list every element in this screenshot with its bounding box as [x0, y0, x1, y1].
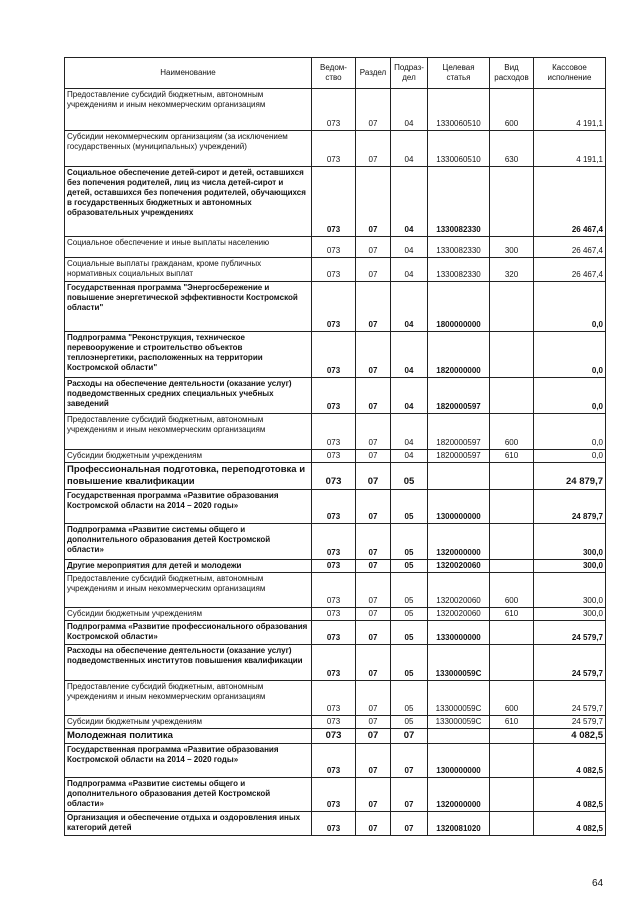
cell-dept: 073: [312, 645, 356, 681]
cell-exec: 4 082,5: [534, 811, 606, 835]
cell-section: 07: [356, 729, 391, 744]
cell-subsection: 04: [391, 167, 428, 237]
cell-type: [490, 560, 534, 573]
cell-target: 1820000597: [428, 450, 490, 463]
cell-subsection: 04: [391, 450, 428, 463]
cell-type: [490, 743, 534, 777]
cell-name: Предоставление субсидий бюджетным, автономным учреждениям и иным некоммерческим организациям: [65, 573, 312, 608]
cell-dept: 073: [312, 777, 356, 811]
table-row: [65, 681, 606, 716]
cell-target: 1330082330: [428, 258, 490, 282]
cell-name: Субсидии некоммерческим организациям (за исключением государственных (муниципальных) учреждений): [65, 131, 312, 167]
cell-name: Подпрограмма «Развитие профессионального образования Костромской области»: [65, 621, 312, 645]
cell-dept: 073: [312, 729, 356, 744]
cell-dept: 073: [312, 450, 356, 463]
table-row: [65, 777, 606, 811]
cell-type: 610: [490, 716, 534, 729]
cell-target: 1330060510: [428, 131, 490, 167]
cell-type: [490, 463, 534, 490]
cell-section: 07: [356, 463, 391, 490]
cell-type: [490, 524, 534, 560]
cell-subsection: 07: [391, 729, 428, 744]
cell-subsection: 04: [391, 378, 428, 414]
cell-type: 600: [490, 573, 534, 608]
cell-exec: 0,0: [534, 378, 606, 414]
cell-type: [490, 282, 534, 332]
table-row: [65, 131, 606, 167]
cell-name: Предоставление субсидий бюджетным, автономным учреждениям и иным некоммерческим организациям: [65, 89, 312, 131]
table-row: [65, 237, 606, 258]
cell-section: 07: [356, 777, 391, 811]
cell-name: Профессиональная подготовка, переподготовка и повышение квалификации: [65, 463, 312, 490]
table-row: [65, 743, 606, 777]
cell-target: 1320020060: [428, 573, 490, 608]
cell-section: 07: [356, 450, 391, 463]
cell-target: 1330060510: [428, 89, 490, 131]
table-row: [65, 811, 606, 835]
col-header-subsection: Подраз-дел: [391, 58, 428, 89]
cell-section: 07: [356, 573, 391, 608]
cell-target: 1820000597: [428, 414, 490, 450]
cell-exec: 24 579,7: [534, 621, 606, 645]
table-row: [65, 608, 606, 621]
cell-target: 1320000000: [428, 524, 490, 560]
cell-name: Социальное обеспечение и иные выплаты населению: [65, 237, 312, 258]
cell-exec: 300,0: [534, 524, 606, 560]
cell-subsection: 04: [391, 414, 428, 450]
cell-exec: 4 191,1: [534, 131, 606, 167]
cell-dept: 073: [312, 681, 356, 716]
cell-section: 07: [356, 811, 391, 835]
cell-type: 600: [490, 414, 534, 450]
cell-section: 07: [356, 621, 391, 645]
cell-name: Расходы на обеспечение деятельности (оказание услуг) подведомственных средних специальных учебных заведений: [65, 378, 312, 414]
cell-dept: 073: [312, 131, 356, 167]
cell-dept: 073: [312, 524, 356, 560]
cell-target: 1820000000: [428, 332, 490, 378]
cell-type: [490, 645, 534, 681]
cell-section: 07: [356, 490, 391, 524]
cell-type: [490, 729, 534, 744]
cell-target: 1320020060: [428, 560, 490, 573]
table-body: [65, 89, 606, 836]
cell-target: 133000059C: [428, 681, 490, 716]
table-row: [65, 89, 606, 131]
table-row: [65, 167, 606, 237]
page-number: 64: [592, 878, 604, 889]
cell-dept: 073: [312, 621, 356, 645]
cell-type: [490, 621, 534, 645]
cell-dept: 073: [312, 811, 356, 835]
cell-type: [490, 332, 534, 378]
table-row: [65, 573, 606, 608]
cell-exec: 4 191,1: [534, 89, 606, 131]
cell-subsection: 05: [391, 716, 428, 729]
cell-type: [490, 490, 534, 524]
cell-dept: 073: [312, 573, 356, 608]
cell-subsection: 05: [391, 560, 428, 573]
cell-name: Подпрограмма «Развитие системы общего и дополнительного образования детей Костромской области»: [65, 524, 312, 560]
cell-section: 07: [356, 608, 391, 621]
cell-target: 133000059C: [428, 716, 490, 729]
cell-exec: 26 467,4: [534, 258, 606, 282]
cell-target: 133000059C: [428, 645, 490, 681]
cell-target: 1300000000: [428, 743, 490, 777]
table-row: [65, 463, 606, 490]
cell-name: Предоставление субсидий бюджетным, автономным учреждениям и иным некоммерческим организациям: [65, 414, 312, 450]
col-header-name: Наименование: [65, 58, 312, 89]
col-header-target: Целевая статья: [428, 58, 490, 89]
cell-name: Молодежная политика: [65, 729, 312, 744]
cell-exec: 4 082,5: [534, 777, 606, 811]
table-header: [65, 58, 606, 89]
cell-subsection: 04: [391, 282, 428, 332]
cell-name: Подпрограмма "Реконструкция, техническое перевооружение и строительство объектов теплоэнергетики, расположенных на территории Костромской области": [65, 332, 312, 378]
table-row: [65, 524, 606, 560]
cell-exec: 0,0: [534, 450, 606, 463]
cell-name: Государственная программа «Развитие образования Костромской области на 2014 – 2020 годы»: [65, 490, 312, 524]
cell-exec: 300,0: [534, 560, 606, 573]
cell-subsection: 05: [391, 621, 428, 645]
cell-name: Субсидии бюджетным учреждениям: [65, 450, 312, 463]
cell-dept: 073: [312, 490, 356, 524]
cell-subsection: 07: [391, 811, 428, 835]
cell-subsection: 07: [391, 743, 428, 777]
table-row: [65, 645, 606, 681]
cell-subsection: 07: [391, 777, 428, 811]
cell-type: 600: [490, 89, 534, 131]
cell-exec: 300,0: [534, 608, 606, 621]
cell-section: 07: [356, 131, 391, 167]
table-row: [65, 560, 606, 573]
cell-subsection: 05: [391, 573, 428, 608]
cell-target: [428, 463, 490, 490]
cell-name: Предоставление субсидий бюджетным, автономным учреждениям и иным некоммерческим организациям: [65, 681, 312, 716]
cell-subsection: 05: [391, 645, 428, 681]
cell-section: 07: [356, 645, 391, 681]
cell-exec: 24 579,7: [534, 716, 606, 729]
cell-subsection: 04: [391, 258, 428, 282]
cell-exec: 24 879,7: [534, 490, 606, 524]
table-row: [65, 378, 606, 414]
cell-name: Другие мероприятия для детей и молодежи: [65, 560, 312, 573]
cell-section: 07: [356, 681, 391, 716]
cell-dept: 073: [312, 463, 356, 490]
cell-name: Социальное обеспечение детей-сирот и детей, оставшихся без попечения родителей, лиц из числа детей-сирот и детей, оставшихся без попечения родителей, обучающихся в государственных бюджетных и автономных образовательных учреждениях: [65, 167, 312, 237]
table-row: [65, 716, 606, 729]
cell-dept: 073: [312, 743, 356, 777]
table-row: [65, 729, 606, 744]
cell-dept: 073: [312, 378, 356, 414]
cell-exec: 26 467,4: [534, 167, 606, 237]
budget-table: [64, 57, 606, 836]
cell-name: Субсидии бюджетным учреждениям: [65, 716, 312, 729]
cell-dept: 073: [312, 89, 356, 131]
cell-section: 07: [356, 560, 391, 573]
cell-target: 1320000000: [428, 777, 490, 811]
cell-subsection: 05: [391, 681, 428, 716]
table-row: [65, 282, 606, 332]
cell-name: Государственная программа "Энергосбережение и повышение энергетической эффективности Костромской области": [65, 282, 312, 332]
cell-subsection: 05: [391, 608, 428, 621]
cell-type: 320: [490, 258, 534, 282]
cell-name: Расходы на обеспечение деятельности (оказание услуг) подведомственных институтов повышения квалификации: [65, 645, 312, 681]
col-header-dept: Ведом-ство: [312, 58, 356, 89]
cell-dept: 073: [312, 716, 356, 729]
cell-exec: 4 082,5: [534, 743, 606, 777]
cell-target: 1820000597: [428, 378, 490, 414]
cell-type: 610: [490, 608, 534, 621]
cell-exec: 300,0: [534, 573, 606, 608]
cell-section: 07: [356, 378, 391, 414]
cell-subsection: 05: [391, 490, 428, 524]
cell-subsection: 04: [391, 332, 428, 378]
table-row: [65, 332, 606, 378]
col-header-type: Вид расходов: [490, 58, 534, 89]
cell-dept: 073: [312, 237, 356, 258]
cell-type: [490, 378, 534, 414]
cell-exec: 24 879,7: [534, 463, 606, 490]
cell-section: 07: [356, 89, 391, 131]
cell-dept: 073: [312, 414, 356, 450]
cell-dept: 073: [312, 258, 356, 282]
cell-section: 07: [356, 524, 391, 560]
cell-dept: 073: [312, 560, 356, 573]
cell-name: Субсидии бюджетным учреждениям: [65, 608, 312, 621]
cell-exec: 26 467,4: [534, 237, 606, 258]
cell-exec: 24 579,7: [534, 681, 606, 716]
cell-subsection: 04: [391, 131, 428, 167]
cell-name: Государственная программа «Развитие образования Костромской области на 2014 – 2020 годы»: [65, 743, 312, 777]
cell-dept: 073: [312, 608, 356, 621]
cell-exec: 0,0: [534, 332, 606, 378]
cell-target: 1800000000: [428, 282, 490, 332]
cell-name: Организация и обеспечение отдыха и оздоровления иных категорий детей: [65, 811, 312, 835]
cell-dept: 073: [312, 282, 356, 332]
cell-section: 07: [356, 414, 391, 450]
cell-section: 07: [356, 258, 391, 282]
cell-subsection: 04: [391, 89, 428, 131]
cell-subsection: 04: [391, 237, 428, 258]
table-row: [65, 490, 606, 524]
cell-type: 300: [490, 237, 534, 258]
cell-exec: 4 082,5: [534, 729, 606, 744]
cell-target: 1330082330: [428, 237, 490, 258]
cell-exec: 24 579,7: [534, 645, 606, 681]
cell-subsection: 05: [391, 463, 428, 490]
cell-type: [490, 777, 534, 811]
col-header-exec: Кассовое исполнение: [534, 58, 606, 89]
table-row: [65, 450, 606, 463]
cell-dept: 073: [312, 332, 356, 378]
table-row: [65, 621, 606, 645]
cell-exec: 0,0: [534, 282, 606, 332]
cell-exec: 0,0: [534, 414, 606, 450]
cell-type: 600: [490, 681, 534, 716]
cell-name: Социальные выплаты гражданам, кроме публичных нормативных социальных выплат: [65, 258, 312, 282]
table-row: [65, 258, 606, 282]
cell-type: [490, 167, 534, 237]
cell-section: 07: [356, 332, 391, 378]
cell-dept: 073: [312, 167, 356, 237]
cell-section: 07: [356, 716, 391, 729]
cell-target: 1320020060: [428, 608, 490, 621]
cell-type: 610: [490, 450, 534, 463]
cell-section: 07: [356, 237, 391, 258]
cell-target: 1330082330: [428, 167, 490, 237]
cell-subsection: 05: [391, 524, 428, 560]
cell-type: 630: [490, 131, 534, 167]
cell-target: [428, 729, 490, 744]
cell-target: 1300000000: [428, 490, 490, 524]
cell-target: 1330000000: [428, 621, 490, 645]
cell-type: [490, 811, 534, 835]
cell-section: 07: [356, 167, 391, 237]
cell-section: 07: [356, 743, 391, 777]
cell-name: Подпрограмма «Развитие системы общего и дополнительного образования детей Костромской области»: [65, 777, 312, 811]
cell-section: 07: [356, 282, 391, 332]
cell-target: 1320081020: [428, 811, 490, 835]
col-header-section: Раздел: [356, 58, 391, 89]
table-row: [65, 414, 606, 450]
